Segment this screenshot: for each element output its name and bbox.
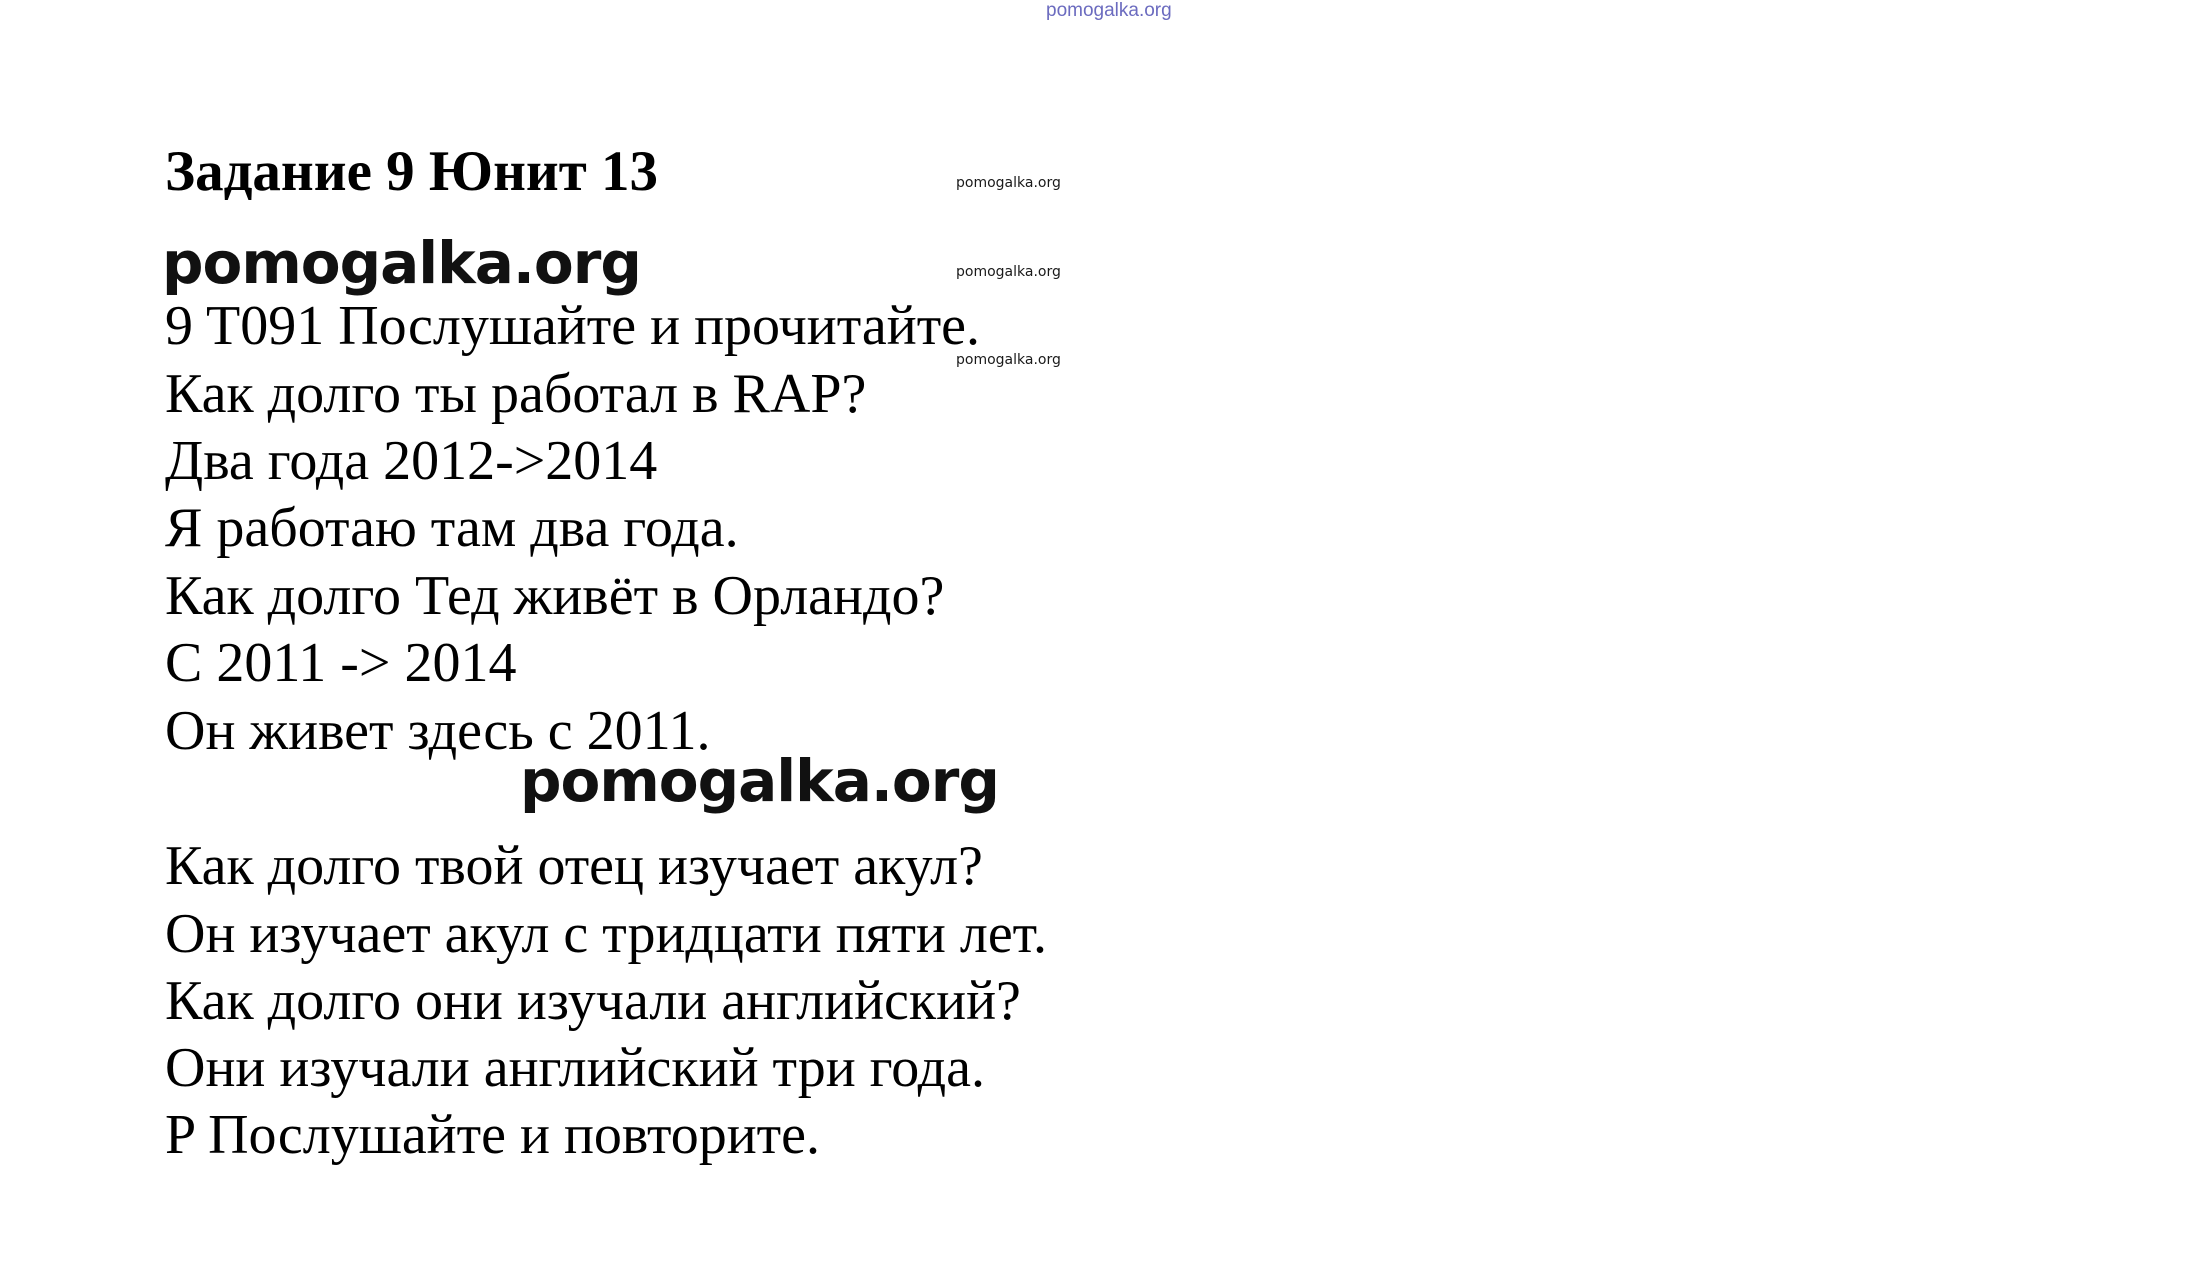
top-watermark: pomogalka.org xyxy=(1046,0,1172,21)
large-watermark-2: pomogalka.org xyxy=(520,747,999,815)
small-watermark-3: pomogalka.org xyxy=(956,352,1061,368)
small-watermark-2: pomogalka.org xyxy=(956,264,1061,280)
text-line-2: Как долго ты работал в RAP? xyxy=(165,363,867,425)
text-line-11: Они изучали английский три года. xyxy=(165,1037,985,1099)
text-line-10: Как долго они изучали английский? xyxy=(165,970,1021,1032)
large-watermark-1: pomogalka.org xyxy=(162,229,641,297)
small-watermark-1: pomogalka.org xyxy=(956,175,1061,191)
text-line-3: Два года 2012->2014 xyxy=(165,430,658,492)
task-title: Задание 9 Юнит 13 xyxy=(165,140,659,203)
text-line-9: Он изучает акул с тридцати пяти лет. xyxy=(165,903,1047,965)
text-line-4: Я работаю там два года. xyxy=(165,497,739,559)
text-line-8: Как долго твой отец изучает акул? xyxy=(165,835,983,897)
text-line-7: Он живет здесь с 2011. xyxy=(165,700,711,762)
text-line-6: С 2011 -> 2014 xyxy=(165,632,517,694)
text-line-5: Как долго Тед живёт в Орландо? xyxy=(165,565,945,627)
text-line-1: 9 T091 Послушайте и прочитайте. xyxy=(165,295,981,357)
text-line-12: P Послушайте и повторите. xyxy=(165,1104,820,1166)
